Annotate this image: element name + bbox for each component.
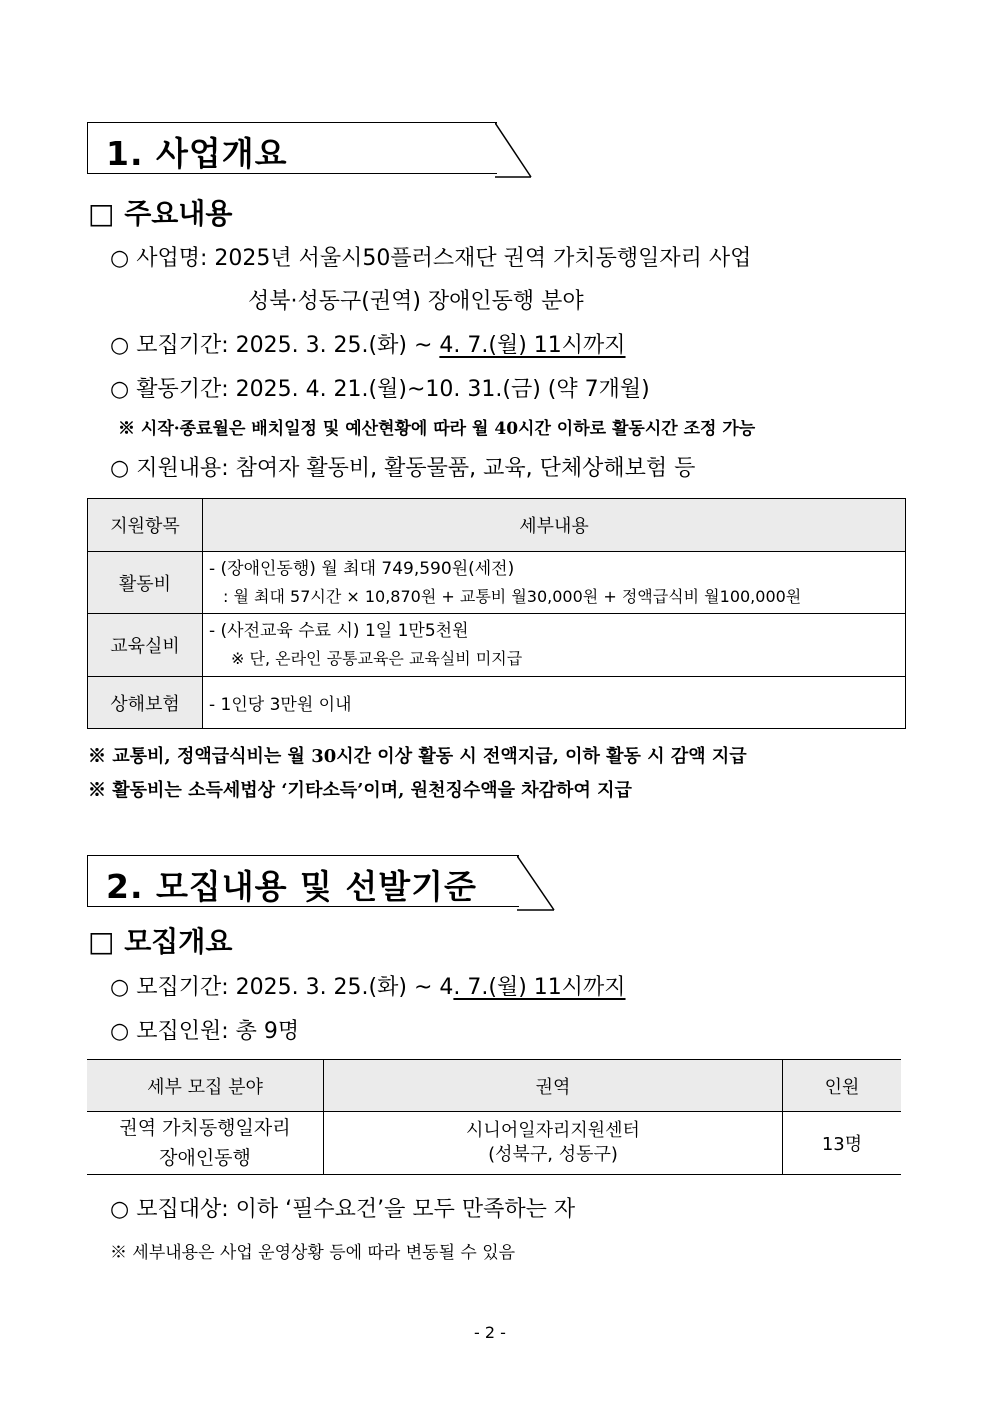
tax-note: ※ 활동비는 소득세법상 ‘기타소득’이며, 원천징수액을 차감하여 지급 <box>88 780 632 801</box>
support-item: 활동비 <box>88 552 203 614</box>
detail-line: - 1인당 3만원 이내 <box>209 695 352 715</box>
region-line: (성북구, 성동구) <box>488 1144 618 1165</box>
section2-title: 2. 모집내용 및 선발기준 <box>106 867 477 906</box>
detail-line: - (사전교육 수료 시) 1일 1만5천원 <box>209 621 469 641</box>
project-name-cont: 성북·성동구(권역) 장애인동행 분야 <box>248 289 584 314</box>
section1-subheading: □ 주요내용 <box>88 197 233 230</box>
recruit-period: ○ 모집기간: 2025. 3. 25.(화) ~ 4. 7.(월) 11시까지 <box>110 333 626 358</box>
table-row <box>88 552 906 614</box>
field-line: 장애인동행 <box>159 1147 251 1169</box>
detail-line: : 월 최대 57시간 × 10,870원 + 교통비 월30,000원 + 정액급식비 월100,000원 <box>223 586 802 606</box>
support-content: ○ 지원내용: 참여자 활동비, 활동물품, 교육, 단체상해보험 등 <box>110 456 696 481</box>
recruit-period-2: ○ 모집기간: 2025. 3. 25.(화) ~ 4. 7.(월) 11시까지 <box>110 975 626 1000</box>
support-item: 상해보험 <box>88 677 203 729</box>
detail-line: - (장애인동행) 월 최대 749,590원(세전) <box>209 558 515 579</box>
table-header: 지원항목 <box>88 499 203 552</box>
count-cell: 13명 <box>783 1112 902 1175</box>
recruit-table <box>87 1059 901 1175</box>
activity-period: ○ 활동기간: 2025. 4. 21.(월)~10. 31.(금) (약 7개월) <box>110 377 650 402</box>
page-number: - 2 - <box>474 1323 506 1342</box>
support-item: 교육실비 <box>88 614 203 677</box>
section2-header-slant <box>517 855 559 912</box>
section2-subheading: □ 모집개요 <box>88 925 233 958</box>
table-row <box>88 677 906 729</box>
headcount: ○ 모집인원: 총 9명 <box>110 1019 300 1044</box>
table-row <box>87 1112 901 1175</box>
section1-header-slant <box>495 122 535 178</box>
field-line: 권역 가치동행일자리 <box>119 1117 291 1139</box>
table-header: 권역 <box>324 1060 783 1112</box>
detail-line: ※ 단, 온라인 공통교육은 교육실비 미지급 <box>231 649 523 668</box>
table-header: 세부 모집 분야 <box>87 1060 324 1112</box>
change-note: ※ 세부내용은 사업 운영상황 등에 따라 변동될 수 있음 <box>110 1243 516 1263</box>
schedule-note: ※ 시작·종료월은 배치일정 및 예산현황에 따라 월 40시간 이하로 활동시간 조정 가능 <box>118 419 756 439</box>
region-line: 시니어일자리지원센터 <box>466 1120 640 1141</box>
table-header: 세부내용 <box>203 499 906 552</box>
section1-title: 1. 사업개요 <box>106 134 288 173</box>
table-header: 인원 <box>783 1060 902 1112</box>
allowance-note: ※ 교통비, 정액급식비는 월 30시간 이상 활동 시 전액지급, 이하 활동 시 감액 지급 <box>88 746 747 767</box>
recruit-target: ○ 모집대상: 이하 ‘필수요건’을 모두 만족하는 자 <box>110 1197 576 1222</box>
support-table <box>87 498 906 729</box>
project-name: ○ 사업명: 2025년 서울시50플러스재단 권역 가치동행일자리 사업 <box>110 246 752 271</box>
table-row <box>88 614 906 677</box>
